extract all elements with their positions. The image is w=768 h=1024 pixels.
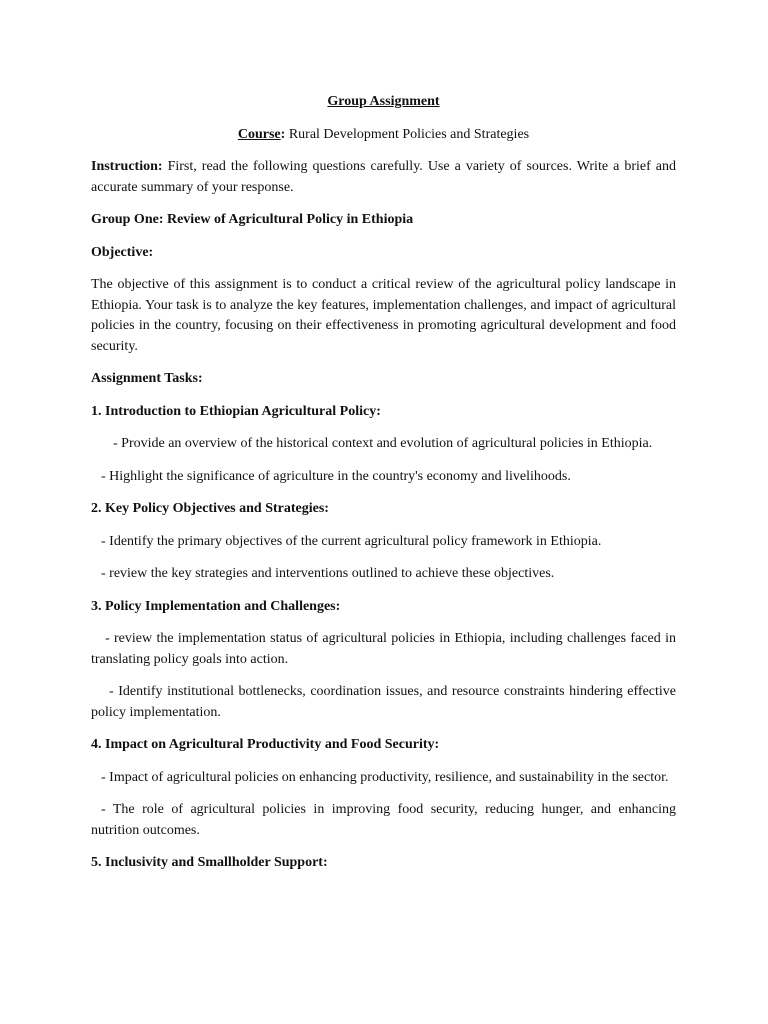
section-heading-5: 5. Inclusivity and Smallholder Support: xyxy=(91,855,328,870)
section-1-bullet-1: - Provide an overview of the historical context and evolution of agricultural policies in Ethiopia. xyxy=(113,436,653,451)
tasks-label: Assignment Tasks: xyxy=(91,371,203,386)
title-line xyxy=(91,92,676,113)
section-heading-2: 2. Key Policy Objectives and Strategies: xyxy=(91,501,329,516)
section-heading-3: 3. Policy Implementation and Challenges: xyxy=(91,598,341,614)
objective-label: Objective: xyxy=(91,244,154,260)
section-4-bullet-2: - The role of agricultural policies in improving food security, reducing hunger, and enhancing nutrition outcomes. xyxy=(91,802,676,838)
course-value: Rural Development Policies and Strategies xyxy=(285,126,530,142)
course-line xyxy=(91,125,676,146)
section-4-bullet-1: - Impact of agricultural policies on enhancing productivity, resilience, and sustainability in the sector. xyxy=(101,769,669,785)
instruction-label: Instruction: xyxy=(91,159,163,174)
section-heading-1: 1. Introduction to Ethiopian Agricultural Policy: xyxy=(91,403,381,419)
objective-text: The objective of this assignment is to conduct a critical review of the agricultural policy landscape in Ethiopia. Your task is to analyze the key features, implementation challenges, and impact of agricultural policies in the country, focusing on their effectiveness in promoting agricultural development and food security. xyxy=(91,277,676,354)
instruction-paragraph xyxy=(91,157,676,198)
section-1-bullet-2: - Highlight the significance of agriculture in the country's economy and livelihoods. xyxy=(101,468,571,484)
group-heading: Group One: Review of Agricultural Policy in Ethiopia xyxy=(91,212,414,227)
document-body xyxy=(91,92,676,886)
course-label: Course xyxy=(237,126,281,142)
course-colon: : xyxy=(280,126,286,142)
section-2-bullet-1: - Identify the primary objectives of the current agricultural policy framework in Ethiopia. xyxy=(101,533,602,549)
section-3-bullet-2: - Identify institutional bottlenecks, coordination issues, and resource constraints hindering effective policy implementation. xyxy=(91,684,676,720)
instruction-text: First, read the following questions carefully. Use a variety of sources. Write a brief and accurate summary of your response. xyxy=(91,159,676,195)
section-3-bullet-1: - review the implementation status of agricultural policies in Ethiopia, including challenges faced in translating policy goals into action. xyxy=(91,631,676,667)
section-2-bullet-2: - review the key strategies and interventions outlined to achieve these objectives. xyxy=(101,566,555,581)
section-heading-4: 4. Impact on Agricultural Productivity and Food Security: xyxy=(91,737,440,752)
document-title: Group Assignment xyxy=(327,94,440,109)
